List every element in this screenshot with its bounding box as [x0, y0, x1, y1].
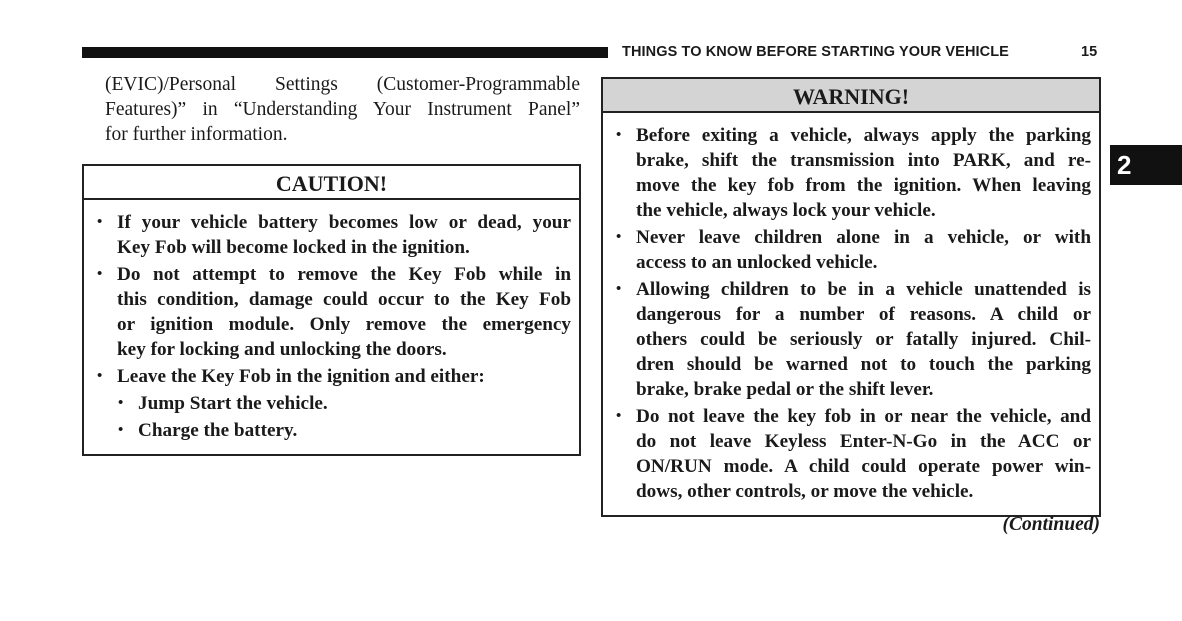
list-item [97, 210, 571, 260]
section-tab: 2 [1110, 145, 1182, 185]
text-line: Leave the Key Fob in the ignition and either: [117, 366, 485, 387]
continued-note: (Continued) [1002, 514, 1100, 535]
list-item [616, 123, 1091, 223]
text-line: Never leave children alone in a vehicle, or with [636, 227, 1091, 248]
text-line: key for locking and unlocking the doors. [117, 339, 447, 360]
warning-list [603, 113, 1099, 504]
text-line: Before exiting a vehicle, always apply the parking [636, 125, 1091, 146]
page-number: 15 [1081, 44, 1098, 60]
text-line: dren should be warned not to touch the parking [636, 354, 1091, 375]
text-line: (EVIC)/Personal Settings (Customer-Programmable [105, 74, 580, 95]
caution-box [82, 164, 581, 456]
bullet-icon: • [616, 229, 622, 245]
text-line: do not leave Keyless Enter-N-Go in the ACC or [636, 431, 1091, 452]
text-line: this condition, damage could occur to the Key Fob [117, 289, 571, 310]
list-item [97, 262, 571, 362]
text-line: Charge the battery. [138, 420, 298, 441]
bullet-icon: • [118, 395, 124, 411]
list-item [616, 225, 1091, 275]
text-line: brake, shift the transmission into PARK, and re- [636, 150, 1091, 171]
bullet-icon: • [97, 214, 103, 230]
warning-box [601, 77, 1101, 517]
text-line: Features)” in “Understanding Your Instrument Panel” [105, 99, 580, 120]
text-line: others could be seriously or fatally injured. Chil- [636, 329, 1091, 350]
text-line: Key Fob will become locked in the ignition. [117, 237, 470, 258]
text-line: Do not attempt to remove the Key Fob while in [117, 264, 571, 285]
list-item [616, 277, 1091, 402]
header-rule [82, 47, 608, 58]
warning-title: WARNING! [603, 79, 1099, 113]
bullet-icon: • [616, 281, 622, 297]
text-line: move the key fob from the ignition. When leaving [636, 175, 1091, 196]
bullet-icon: • [616, 127, 622, 143]
bullet-icon: • [97, 368, 103, 384]
list-item [118, 391, 571, 416]
text-line: access to an unlocked vehicle. [636, 252, 878, 273]
caution-title: CAUTION! [84, 166, 579, 200]
text-line: Do not leave the key fob in or near the vehicle, and [636, 406, 1091, 427]
text-line: Jump Start the vehicle. [138, 393, 328, 414]
list-item [97, 364, 571, 389]
bullet-icon: • [118, 422, 124, 438]
text-line: dows, other controls, or move the vehicle. [636, 481, 974, 502]
intro-paragraph [105, 72, 580, 147]
text-line: for further information. [105, 124, 288, 145]
text-line: Allowing children to be in a vehicle unattended is [636, 279, 1091, 300]
text-line: or ignition module. Only remove the emergency [117, 314, 571, 335]
bullet-icon: • [616, 408, 622, 424]
text-line: If your vehicle battery becomes low or dead, your [117, 212, 571, 233]
text-line: dangerous for a number of reasons. A child or [636, 304, 1091, 325]
text-line: ON/RUN mode. A child could operate power win- [636, 456, 1091, 477]
text-line: the vehicle, always lock your vehicle. [636, 200, 936, 221]
running-header-title: THINGS TO KNOW BEFORE STARTING YOUR VEHICLE [622, 44, 1009, 60]
bullet-icon: • [97, 266, 103, 282]
text-line: brake, brake pedal or the shift lever. [636, 379, 934, 400]
list-item [118, 418, 571, 443]
caution-list [84, 200, 579, 443]
list-item [616, 404, 1091, 504]
